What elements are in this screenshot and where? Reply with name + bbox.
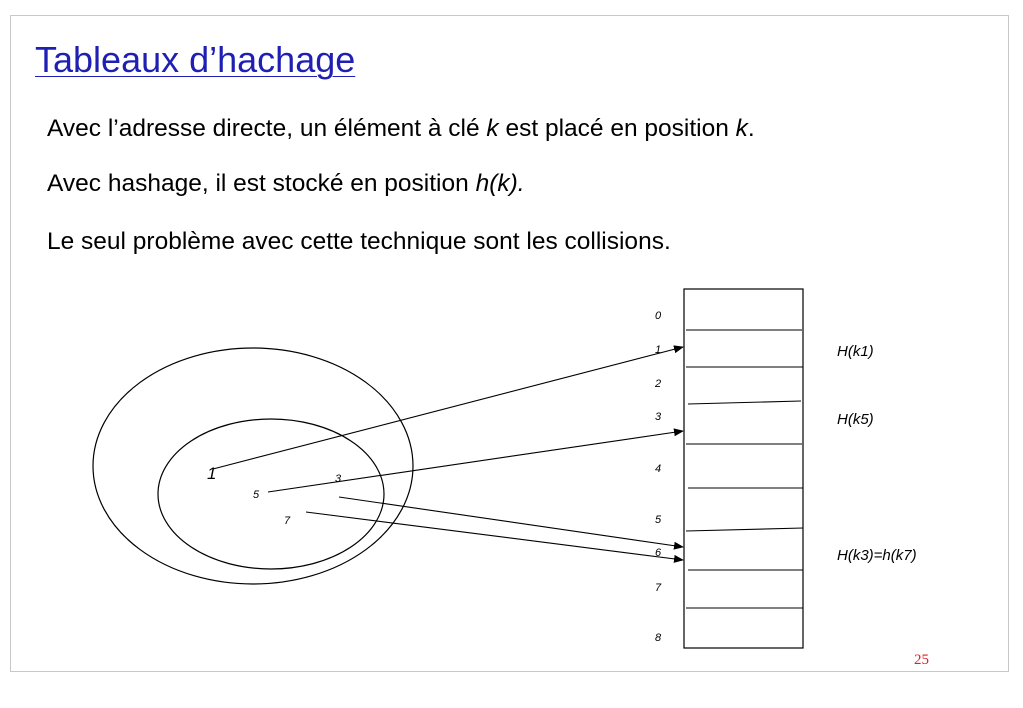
arrow-k1-to-slot1 xyxy=(213,347,683,469)
slot-divider xyxy=(688,401,801,404)
arrow-k3-to-slot6 xyxy=(339,497,683,547)
slot-index: 8 xyxy=(655,632,662,644)
slot-index: 4 xyxy=(655,463,662,475)
text-segment: est placé en position xyxy=(498,115,736,142)
slot-index: 6 xyxy=(655,547,662,559)
slot-index: 0 xyxy=(655,310,662,322)
text-segment: Avec hashage, il est stocké en position xyxy=(47,170,476,197)
key-k-italic: k xyxy=(486,115,499,142)
slot-index: 3 xyxy=(655,411,662,423)
key-5-label: 5 xyxy=(253,489,260,501)
label-hk3-hk7: H(k3)=h(k7) xyxy=(837,547,917,564)
slot-index: 2 xyxy=(655,378,662,390)
key-1-label: 1 xyxy=(207,464,217,483)
hash-function-italic: h(k). xyxy=(475,170,525,197)
slot-index: 1 xyxy=(655,344,662,356)
slot-index: 7 xyxy=(655,582,662,594)
slot-divider xyxy=(686,528,803,531)
position-k-italic: k xyxy=(735,115,748,142)
slide-title: Tableaux d’hachage xyxy=(35,39,356,80)
used-keys-ellipse xyxy=(158,419,384,569)
text-line-collisions: Le seul problème avec cette technique sont les collisions. xyxy=(47,228,671,255)
text-segment: Avec l’adresse directe, un élément à clé xyxy=(47,115,487,142)
text-segment: . xyxy=(747,115,755,142)
label-hk5: H(k5) xyxy=(837,411,874,428)
universe-ellipse xyxy=(93,348,413,584)
key-7-label: 7 xyxy=(284,515,291,527)
arrow-k5-to-slot3 xyxy=(268,431,683,492)
label-hk1: H(k1) xyxy=(837,343,874,360)
page-number: 25 xyxy=(914,652,929,668)
hash-table-box xyxy=(684,289,803,648)
slot-index: 5 xyxy=(655,514,662,526)
key-3-label: 3 xyxy=(335,473,342,485)
